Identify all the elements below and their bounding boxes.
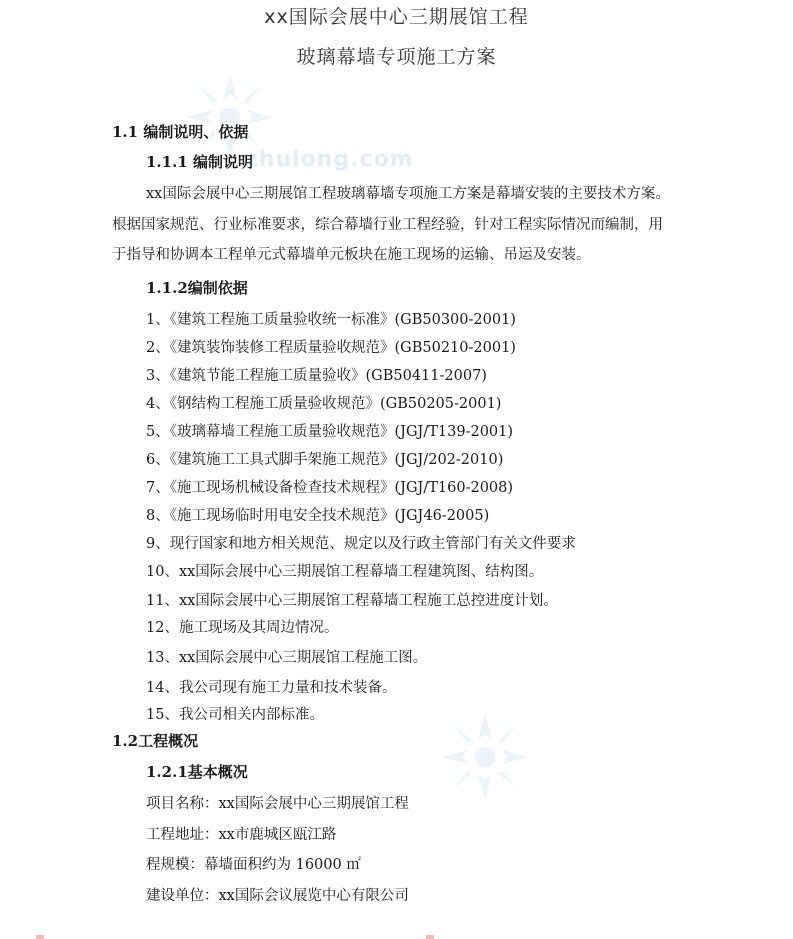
- list-item: 9、现行国家和地方相关规范、规定以及行政主管部门有关文件要求: [146, 536, 576, 552]
- list-item: 4、《钢结构工程施工质量验收规范》(GB50205-2001): [146, 396, 502, 412]
- list-item: 15、我公司相关内部标准。: [146, 707, 324, 723]
- list-item: 8、《施工现场临时用电安全技术规范》(JGJ46-2005): [146, 508, 490, 524]
- watermark-text: zhulong.com: [245, 147, 414, 172]
- list-item: 12、施工现场及其周边情况。: [146, 620, 339, 636]
- subsection-heading-1-1-1: 1.1.1 编制说明: [146, 153, 253, 171]
- info-item-scale: 程规模：幕墙面积约为 16000 ㎡: [146, 857, 361, 873]
- section-heading-1-1: 1.1 编制说明、依据: [112, 123, 249, 141]
- subsection-heading-1-2-1: 1.2.1基本概况: [146, 763, 248, 781]
- list-item: 11、xx国际会展中心三期展馆工程幕墙工程施工总控进度计划。: [146, 593, 558, 609]
- list-item: 5、《玻璃幕墙工程施工质量验收规范》(JGJ/T139-2001): [146, 424, 514, 440]
- watermark-snowflake-icon: [185, 72, 275, 162]
- list-item: 2、《建筑装饰装修工程质量验收规范》(GB50210-2001): [146, 340, 516, 356]
- list-item: 7、《施工现场机械设备检查技术规程》(JGJ/T160-2008): [146, 480, 514, 496]
- list-item: 3、《建筑节能工程施工质量验收》(GB50411-2007): [146, 368, 487, 384]
- subsection-heading-1-1-2: 1.1.2编制依据: [146, 279, 248, 297]
- document-subtitle: 玻璃幕墙专项施工方案: [296, 46, 497, 68]
- list-item: 6、《建筑施工工具式脚手架施工规范》(JGJ/202-2010): [146, 452, 504, 468]
- info-item-client: 建设单位：xx国际会议展览中心有限公司: [146, 888, 409, 904]
- watermark-snowflake-icon: [440, 712, 530, 802]
- paragraph-line: xx国际会展中心三期展馆工程玻璃幕墙专项施工方案是幕墙安装的主要技术方案。: [146, 186, 670, 202]
- page-edge-mark: [36, 935, 44, 939]
- paragraph-line: 于指导和协调本工程单元式幕墙单元板块在施工现场的运输、吊运及安装。: [112, 247, 591, 263]
- list-item: 10、xx国际会展中心三期展馆工程幕墙工程建筑图、结构图。: [146, 564, 544, 580]
- info-item-address: 工程地址：xx市鹿城区瓯江路: [146, 827, 337, 843]
- list-item: 14、我公司现有施工力量和技术装备。: [146, 680, 397, 696]
- paragraph-line: 根据国家规范、行业标准要求，综合幕墙行业工程经验，针对工程实际情况而编制，用: [112, 217, 663, 233]
- page-edge-mark: [426, 935, 434, 939]
- list-item: 13、xx国际会展中心三期展馆工程施工图。: [146, 650, 428, 666]
- document-title: xx国际会展中心三期展馆工程: [264, 6, 529, 28]
- section-heading-1-2: 1.2工程概况: [112, 732, 199, 750]
- list-item: 1、《建筑工程施工质量验收统一标准》(GB50300-2001): [146, 312, 516, 328]
- info-item-project-name: 项目名称：xx国际会展中心三期展馆工程: [146, 796, 409, 812]
